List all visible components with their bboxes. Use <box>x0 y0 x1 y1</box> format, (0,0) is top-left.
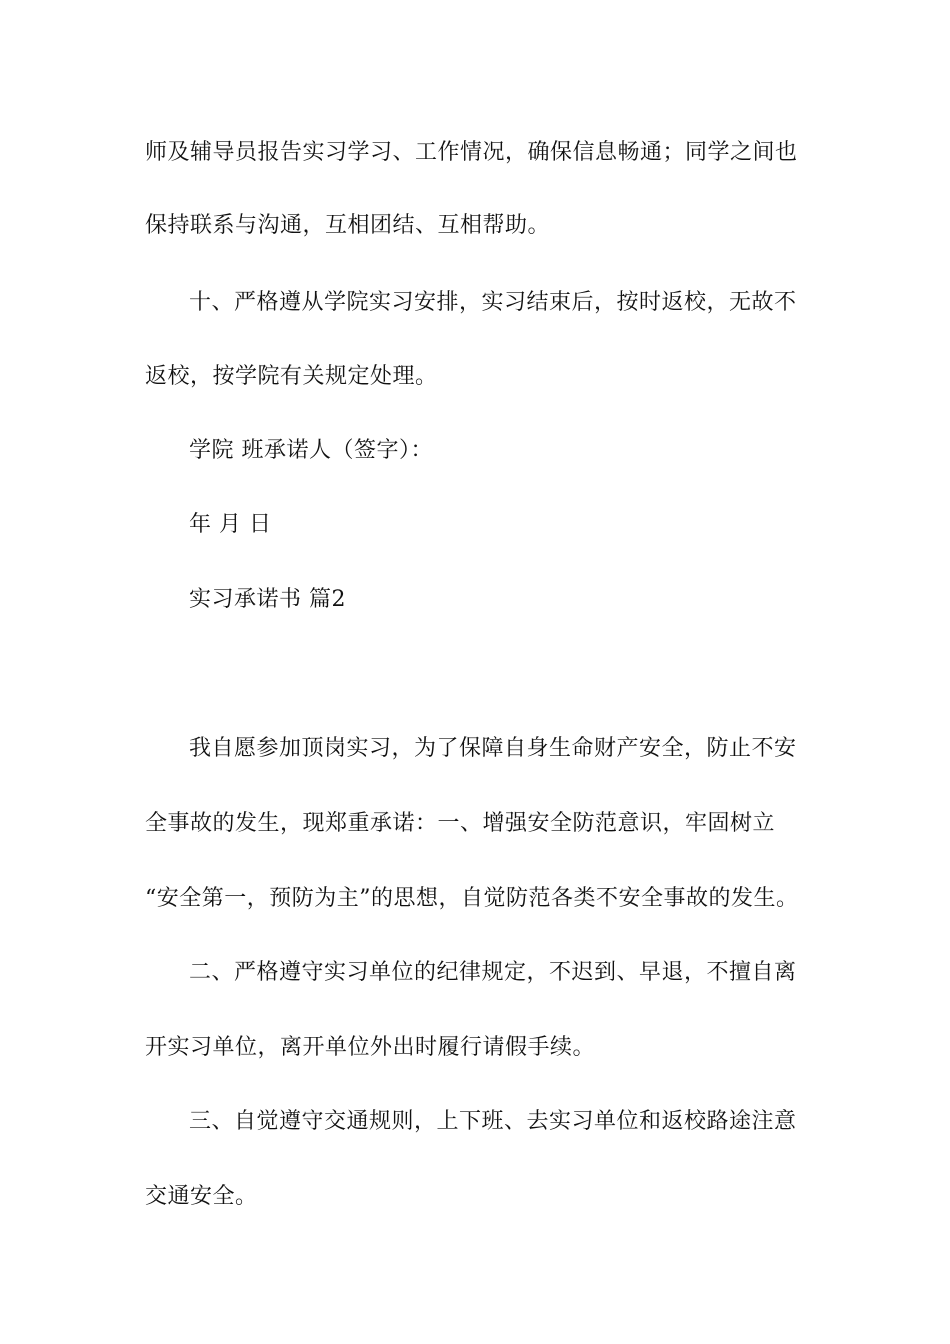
paragraph-line: 我自愿参加顶岗实习，为了保障自身生命财产安全，防止不安 <box>189 736 797 761</box>
paragraph-line: 返校，按学院有关规定处理。 <box>145 364 438 389</box>
paragraph-line: 二、严格遵守实习单位的纪律规定，不迟到、早退，不擅自离 <box>189 960 797 985</box>
paragraph-line: “安全第一，预防为主”的思想，自觉防范各类不安全事故的发生。 <box>145 886 799 911</box>
paragraph-line: 开实习单位，离开单位外出时履行请假手续。 <box>145 1035 596 1060</box>
paragraph-line: 交通安全。 <box>145 1184 258 1209</box>
paragraph-line: 师及辅导员报告实习学习、工作情况，确保信息畅通；同学之间也 <box>145 140 798 165</box>
paragraph-line: 三、自觉遵守交通规则，上下班、去实习单位和返校路途注意 <box>189 1109 797 1134</box>
date-line: 年 月 日 <box>189 512 272 537</box>
paragraph-line: 十、严格遵从学院实习安排，实习结束后，按时返校，无故不 <box>189 290 797 315</box>
paragraph-line: 全事故的发生，现郑重承诺：一、增强安全防范意识，牢固树立 <box>145 811 776 836</box>
paragraph-line: 保持联系与沟通，互相团结、互相帮助。 <box>145 213 551 238</box>
signature-line: 学院 班承诺人（签字）： <box>189 438 433 463</box>
section-heading: 实习承诺书 篇2 <box>189 587 346 612</box>
